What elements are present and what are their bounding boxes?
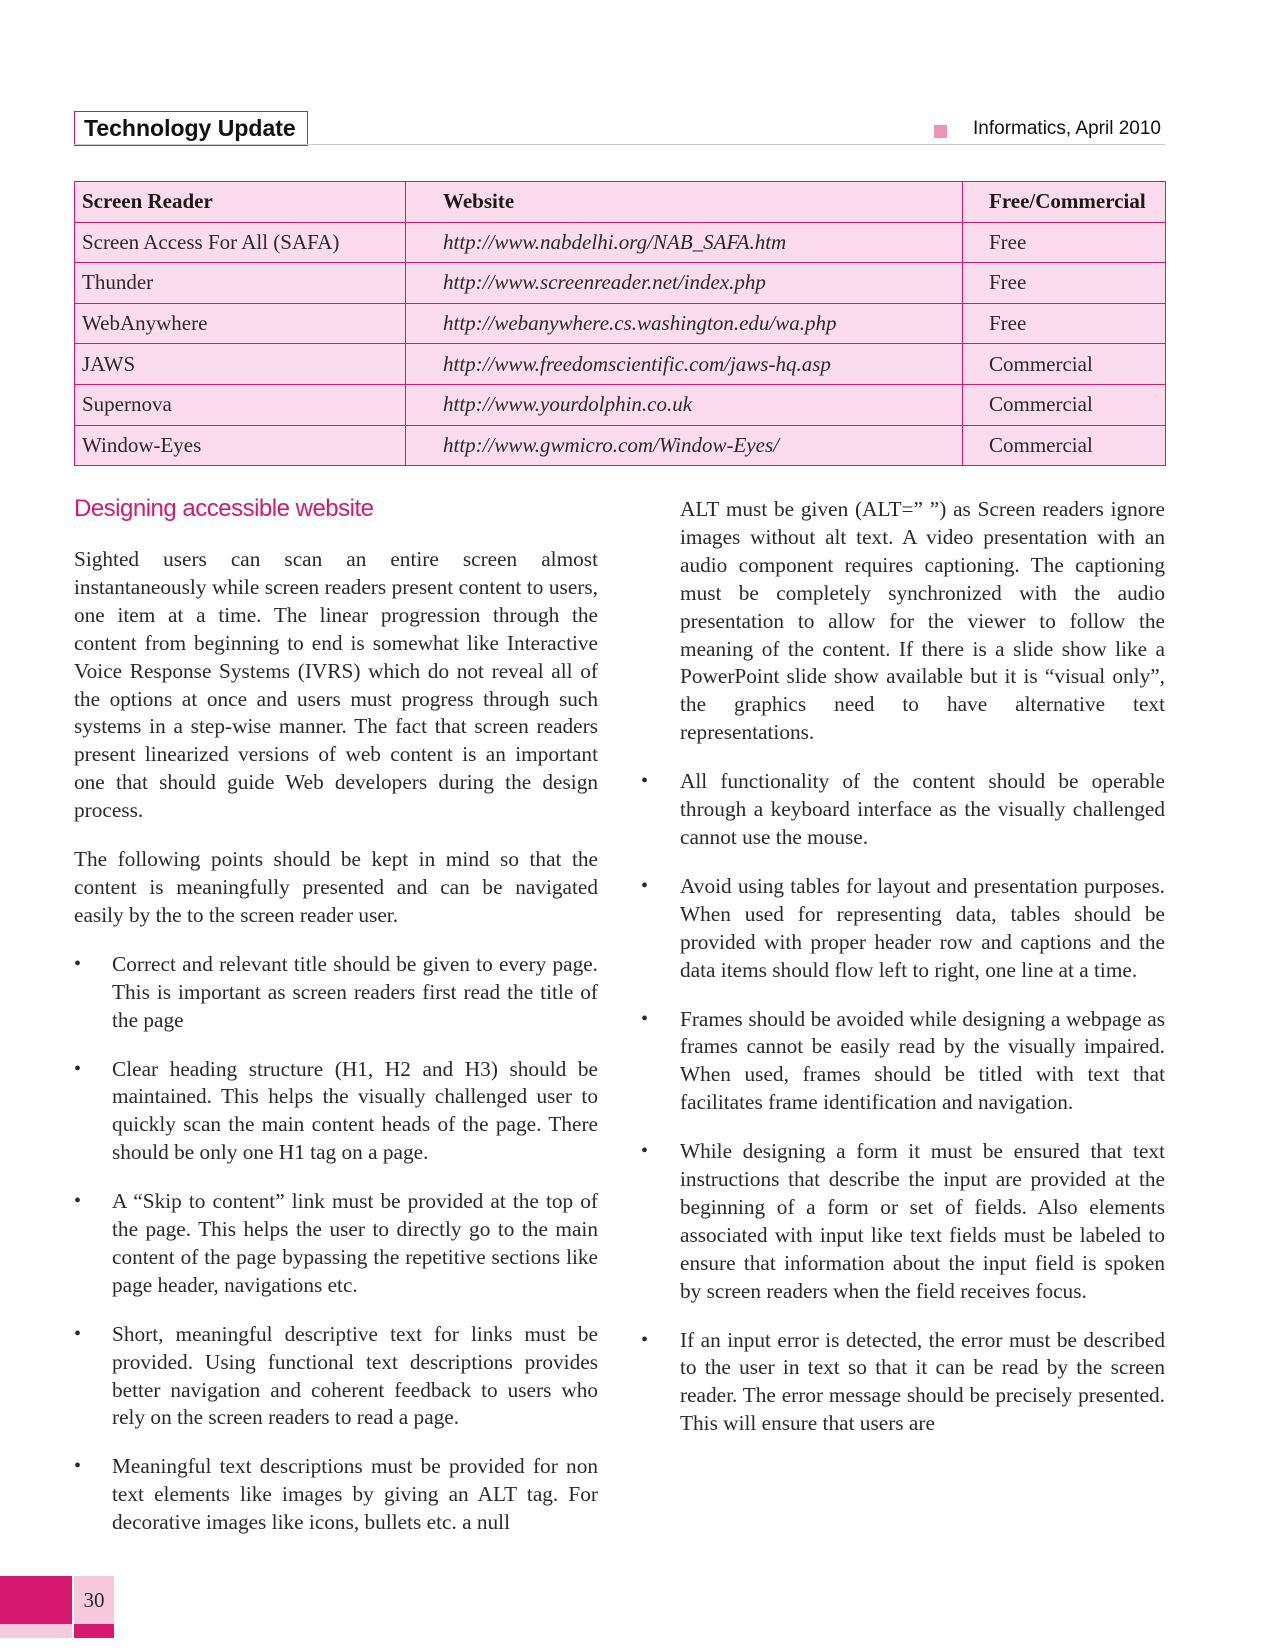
left-column	[74, 546, 598, 1558]
list-item	[74, 951, 598, 1035]
website-link[interactable]: http://www.nabdelhi.org/NAB_SAFA.htm	[406, 222, 963, 263]
list-item	[641, 768, 1165, 852]
footer-strip	[0, 1624, 72, 1638]
website-link[interactable]: http://www.freedomscientific.com/jaws-hq.asp	[406, 344, 963, 385]
table-row	[75, 303, 1166, 344]
body-paragraph: The following points should be kept in mind so that the content is meaningfully presented and can be navigated easily by the to the screen reader user.	[74, 847, 598, 927]
table-header-cell: Screen Reader	[75, 182, 406, 223]
screen-reader-name: JAWS	[75, 344, 406, 385]
screen-reader-table	[74, 181, 1166, 466]
list-item-text: Avoid using tables for layout and presentation purposes. When used for representing data, tables should be provided with proper header row and captions and the data items should flow left to right, one line at a time.	[680, 873, 1165, 982]
continued-paragraph: ALT must be given (ALT=” ”) as Screen readers ignore images without alt text. A video presentation with an audio component requires captioning. The captioning must be completely synchronized with the audio presentation to allow for the viewer to follow the meaning of the content. If there is a slide show like a PowerPoint slide show available but it is “visual only”, the graphics need to have alternative text representations.	[680, 497, 1165, 745]
list-item	[74, 1321, 598, 1433]
list-item	[641, 1327, 1165, 1439]
list-item-text: Correct and relevant title should be given to every page. This is important as screen readers first read the title of the page	[112, 951, 598, 1032]
table-row	[75, 263, 1166, 304]
license-type: Free	[963, 263, 1166, 304]
website-link[interactable]: http://www.gwmicro.com/Window-Eyes/	[406, 425, 963, 466]
license-type: Commercial	[963, 344, 1166, 385]
guideline-list	[74, 951, 598, 1537]
website-link[interactable]: http://www.yourdolphin.co.uk	[406, 384, 963, 425]
table-header-cell: Website	[406, 182, 963, 223]
list-item	[641, 1006, 1165, 1118]
list-item	[74, 1453, 598, 1537]
list-item-text: If an input error is detected, the error must be described to the user in text so that it can be read by the screen reader. The error message should be precisely presented. This will ensure that users are	[680, 1327, 1165, 1436]
license-type: Commercial	[963, 425, 1166, 466]
section-heading: Designing accessible website	[74, 495, 374, 522]
license-type: Commercial	[963, 384, 1166, 425]
table-row	[75, 344, 1166, 385]
publication-label: Informatics, April 2010	[973, 118, 1161, 139]
list-item-text: Clear heading structure (H1, H2 and H3) should be maintained. This helps the visually challenged user to quickly scan the main content heads of the page. There should be only one H1 tag on a page.	[112, 1056, 598, 1165]
footer-accent-bar	[0, 1576, 72, 1624]
table-row	[75, 425, 1166, 466]
right-column	[641, 496, 1165, 1459]
bullet-icon: •	[74, 1455, 82, 1478]
screen-reader-name: WebAnywhere	[75, 303, 406, 344]
list-item-text: While designing a form it must be ensured that text instructions that describe the input are provided at the beginning of a form or set of fields. Also elements associated with input like text fields must be labeled to ensure that information about the input field is spoken by screen readers when the field receives focus.	[680, 1139, 1165, 1303]
footer-strip	[74, 1624, 114, 1638]
screen-reader-name: Window-Eyes	[75, 425, 406, 466]
bullet-icon: •	[641, 1328, 649, 1351]
list-item	[74, 1188, 598, 1300]
website-link[interactable]: http://webanywhere.cs.washington.edu/wa.php	[406, 303, 963, 344]
bullet-icon: •	[641, 874, 649, 897]
table-row	[75, 222, 1166, 263]
list-item	[641, 873, 1165, 985]
list-item-text: Short, meaningful descriptive text for links must be provided. Using functional text descriptions provides better navigation and coherent feedback to users who rely on the screen readers to read a page.	[112, 1321, 598, 1430]
table-row	[75, 384, 1166, 425]
screen-reader-name: Screen Access For All (SAFA)	[75, 222, 406, 263]
page-number: 30	[74, 1576, 114, 1624]
bullet-icon: •	[74, 1057, 82, 1080]
license-type: Free	[963, 303, 1166, 344]
bullet-icon: •	[74, 1322, 82, 1345]
bullet-icon: •	[74, 1190, 82, 1213]
body-paragraph: Sighted users can scan an entire screen almost instantaneously while screen readers present content to users, one item at a time. The linear progression through the content from beginning to end is somewhat like Interactive Voice Response Systems (IVRS) which do not reveal all of the options at once and users must progress through such systems in a step-wise manner. The fact that screen readers present linearized versions of web content is an important one that should guide Web developers during the design process.	[74, 547, 598, 823]
list-item	[641, 1138, 1165, 1305]
screen-reader-name: Thunder	[75, 263, 406, 304]
table-header-cell: Free/Commercial	[963, 182, 1166, 223]
header-rule	[74, 144, 1165, 145]
guideline-list	[641, 768, 1165, 1438]
square-marker-icon	[934, 125, 947, 138]
bullet-icon: •	[641, 1140, 649, 1163]
table-header-row	[75, 182, 1166, 223]
website-link[interactable]: http://www.screenreader.net/index.php	[406, 263, 963, 304]
list-item	[74, 1056, 598, 1168]
bullet-icon: •	[74, 952, 82, 975]
license-type: Free	[963, 222, 1166, 263]
screen-reader-name: Supernova	[75, 384, 406, 425]
list-item-text: Frames should be avoided while designing a webpage as frames cannot be easily read by the visually impaired. When used, frames should be titled with text that facilitates frame identification and navigation.	[680, 1006, 1165, 1115]
bullet-icon: •	[641, 1007, 649, 1030]
bullet-icon: •	[641, 770, 649, 793]
list-item-text: All functionality of the content should be operable through a keyboard interface as the visually challenged cannot use the mouse.	[680, 769, 1165, 849]
list-item-text: A “Skip to content” link must be provided at the top of the page. This helps the user to directly go to the main content of the page bypassing the repetitive sections like page header, navigations etc.	[112, 1189, 598, 1297]
section-label: Technology Update	[74, 111, 308, 146]
list-item-text: Meaningful text descriptions must be provided for non text elements like images by giving an ALT tag. For decorative images like icons, bullets etc. a null	[112, 1454, 598, 1535]
